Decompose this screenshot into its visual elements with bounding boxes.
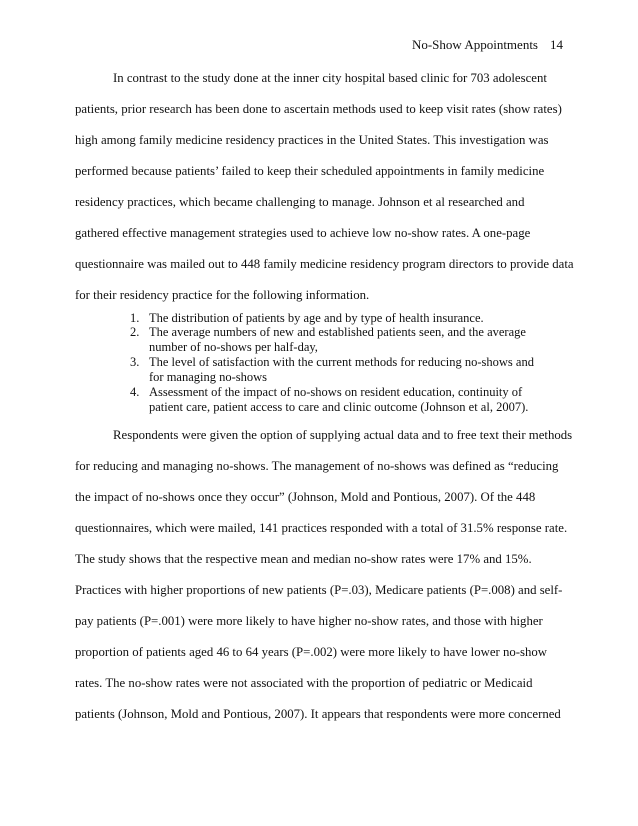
para2-line-3: the impact of no-shows once they occur” (Johnson, Mold and Pontious, 2007). Of the 448	[75, 490, 536, 504]
para1-line-7: questionnaire was mailed out to 448 family medicine residency program directors to provide data	[75, 257, 574, 271]
para1-line-4: performed because patients’ failed to keep their scheduled appointments in family medicine	[75, 164, 545, 178]
list-item-number: 4.	[130, 385, 140, 399]
list-item-text: The level of satisfaction with the current methods for reducing no-shows and for managing no-shows	[149, 355, 534, 384]
para1-line-3: high among family medicine residency practices in the United States. This investigation was	[75, 133, 549, 147]
para1-line-2: patients, prior research has been done to ascertain methods used to keep visit rates (show rates)	[75, 102, 562, 116]
para2-line-7: pay patients (P=.001) were more likely to have higher no-show rates, and those with higher	[75, 614, 543, 628]
running-header	[412, 37, 563, 53]
para2-line-4: questionnaires, which were mailed, 141 practices responded with a total of 31.5% response rate.	[75, 521, 568, 535]
list-item-number: 2.	[130, 325, 140, 339]
para2-line-9: rates. The no-show rates were not associated with the proportion of pediatric or Medicaid	[75, 676, 533, 690]
para2-line-10: patients (Johnson, Mold and Pontious, 2007). It appears that respondents were more concerned	[75, 707, 561, 721]
para2-line-1: Respondents were given the option of supplying actual data and to free text their methods	[113, 428, 573, 442]
para2-line-5: The study shows that the respective mean and median no-show rates were 17% and 15%.	[75, 552, 532, 566]
running-head-title: No-Show Appointments	[411, 37, 538, 52]
page-number: 14	[550, 37, 563, 52]
list-item-text: The average numbers of new and established patients seen, and the average number of no-shows per half-day,	[149, 325, 526, 354]
para1-line-8: for their residency practice for the following information.	[75, 288, 370, 302]
list-item-number: 1.	[130, 311, 140, 325]
para1-line-1: In contrast to the study done at the inner city hospital based clinic for 703 adolescent	[113, 71, 547, 85]
para1-line-5: residency practices, which became challenging to manage. Johnson et al researched and	[75, 195, 525, 209]
para2-line-8: proportion of patients aged 46 to 64 years (P=.002) were more likely to have lower no-show	[75, 645, 548, 659]
para2-line-2: for reducing and managing no-shows. The management of no-shows was defined as “reducing	[75, 459, 559, 473]
list-item-text: The distribution of patients by age and by type of health insurance.	[149, 311, 484, 325]
para1-line-6: gathered effective management strategies used to achieve low no-show rates. A one-page	[75, 226, 531, 240]
para2-line-6: Practices with higher proportions of new patients (P=.03), Medicare patients (P=.008) and self-	[75, 583, 563, 597]
list-item-text: Assessment of the impact of no-shows on resident education, continuity of patient care, patient access to care and clinic outcome (Johnson et al, 2007).	[149, 385, 529, 414]
list-item-number: 3.	[130, 355, 140, 369]
